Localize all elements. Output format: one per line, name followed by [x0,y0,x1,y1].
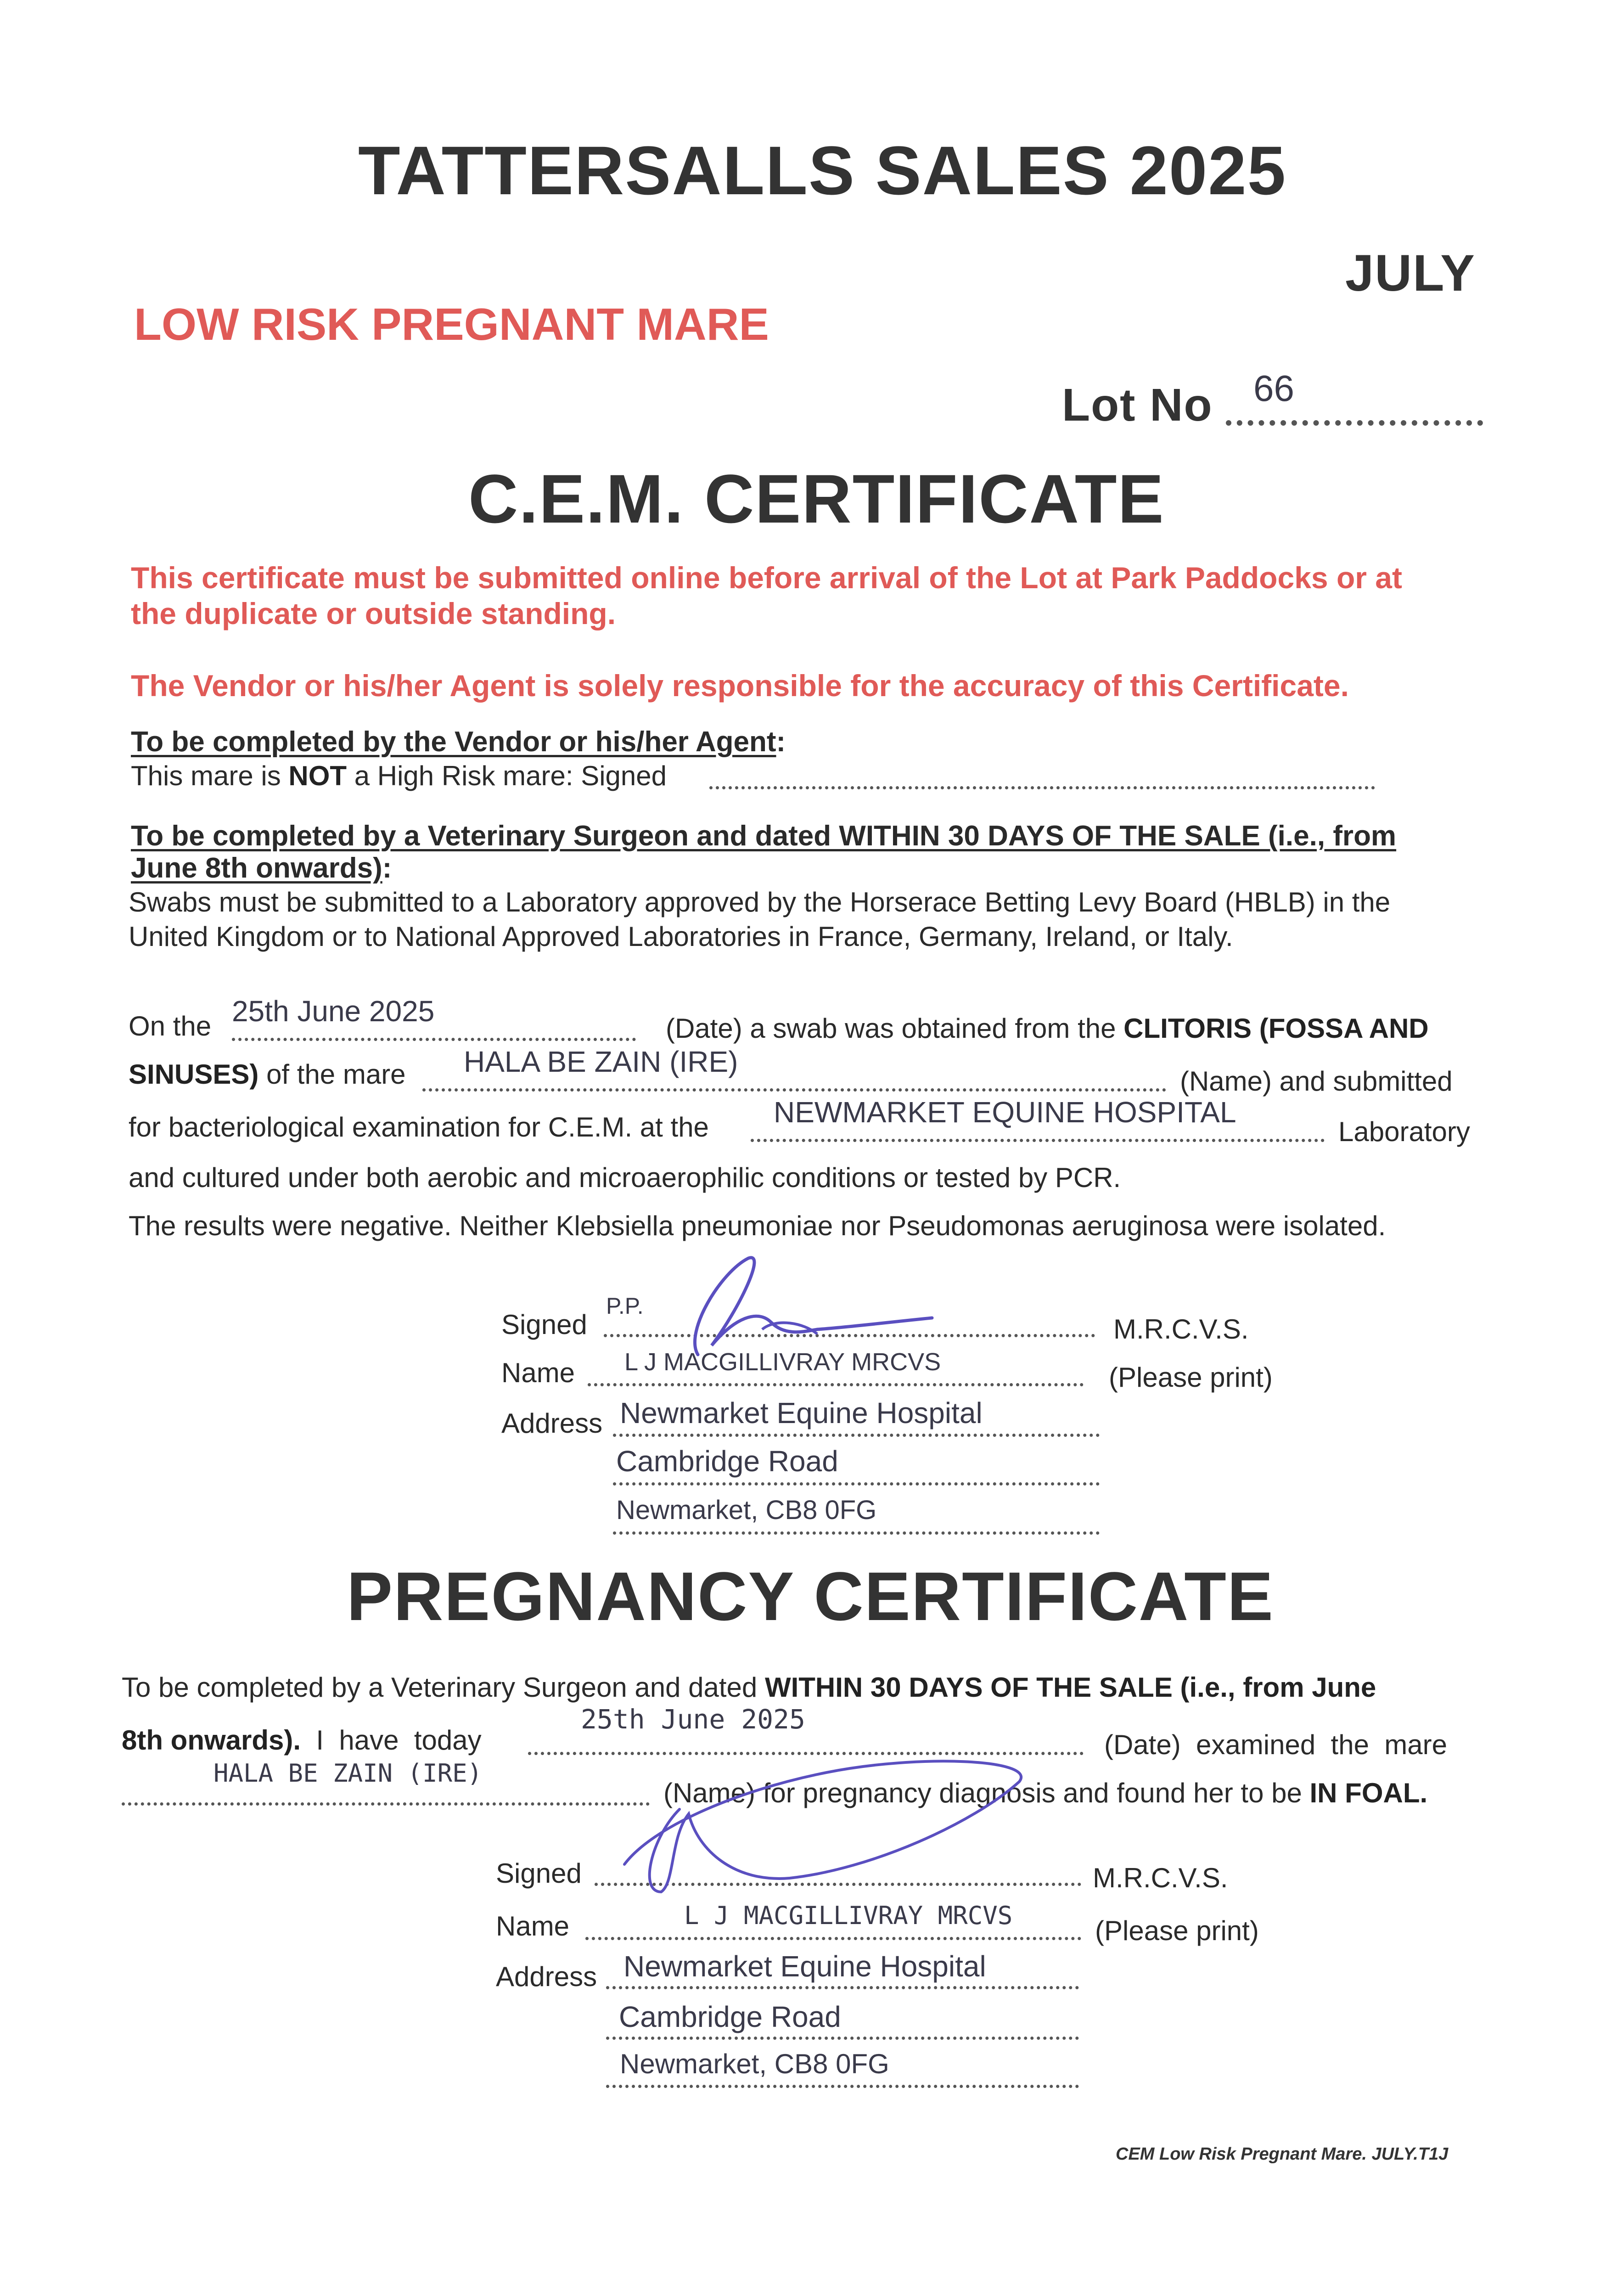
pregnancy-address-line1: Newmarket Equine Hospital [623,1950,986,1983]
cem-address-label: Address [501,1408,603,1439]
cem-name-value: L J MACGILLIVRAY MRCVS [624,1348,941,1376]
mare-name-value: HALA BE ZAIN (IRE) [464,1045,738,1078]
mare-name-line [422,1088,1166,1092]
pregnancy-mare-value: HALA BE ZAIN (IRE) [213,1759,483,1788]
mare-category: LOW RISK PREGNANT MARE [134,299,769,349]
cem-address-line2: Cambridge Road [616,1445,838,1478]
results-text: The results were negative. Neither Klebsiella pneumoniae nor Pseudomonas aeruginosa were isolated. [129,1210,1386,1241]
swabs-line1: Swabs must be submitted to a Laboratory approved by the Horserace Betting Levy Board (HBLB) in the [129,887,1391,917]
laboratory-line [751,1139,1325,1142]
lot-label: Lot No [1062,379,1213,431]
lot-dotted-line [1226,420,1483,426]
cultured-text: and cultured under both aerobic and microaerophilic conditions or tested by PCR. [129,1162,1121,1193]
cem-signature-image [666,1254,941,1359]
submission-notice-line1: This certificate must be submitted online before arrival of the Lot at Park Paddocks or at [131,561,1402,595]
vendor-declaration [131,760,667,792]
pregnancy-date-value: 25th June 2025 [581,1704,805,1735]
swabs-line2: United Kingdom or to National Approved Laboratories in France, Germany, Ireland, or Italy. [129,921,1233,952]
cem-signed-pp: P.P. [606,1293,644,1319]
vet-section-heading-line1 [131,820,1396,852]
on-the-label: On the [129,1011,212,1041]
pregnancy-name-line [585,1937,1081,1940]
cem-address-line1: Newmarket Equine Hospital [620,1396,983,1429]
cem-address-line3-rule [613,1531,1100,1535]
pregnancy-please-print: (Please print) [1095,1915,1259,1946]
responsibility-notice: The Vendor or his/her Agent is solely responsible for the accuracy of this Certificate. [131,669,1349,703]
pregnancy-address-line3: Newmarket, CB8 0FG [620,2048,889,2079]
pregnancy-address-line3-rule [606,2085,1079,2088]
sale-title: TATTERSALLS SALES 2025 [358,132,1287,209]
vet-heading-text-1: To be completed by a Veterinary Surgeon and dated WITHIN 30 DAYS OF THE SALE (i.e., from [131,820,1397,852]
pregnancy-line2-post: (Date) examined the mare [1104,1729,1447,1760]
pregnancy-signature-image [597,1745,1038,1910]
pregnancy-line3-bold: IN FOAL. [1309,1778,1428,1808]
pregnancy-line1 [122,1671,1376,1703]
cem-mrcvs: M.R.C.V.S. [1113,1314,1249,1345]
pregnancy-line2-mid: I have today [301,1725,482,1756]
laboratory-label: Laboratory [1338,1116,1470,1147]
mare-line [129,1058,406,1090]
date-text: (Date) a swab was obtained from the [666,1013,1116,1044]
cem-name-label: Name [501,1357,575,1388]
pregnancy-address-label: Address [496,1961,597,1992]
swab-site-bold: CLITORIS (FOSSA AND [1123,1013,1429,1044]
sale-month: JULY [1345,244,1476,302]
vendor-heading-colon: : [776,726,786,758]
pregnancy-line1-pre: To be completed by a Veterinary Surgeon and dated [122,1672,765,1703]
pregnancy-line3-pre: (Name) for pregnancy diagnosis and found her to be [663,1778,1310,1808]
vendor-line-not: NOT [288,760,347,791]
cem-signed-label: Signed [501,1309,587,1340]
cem-please-print: (Please print) [1109,1362,1273,1393]
pregnancy-address-line2: Cambridge Road [619,2000,841,2033]
for-exam-text: for bacteriological examination for C.E.M. at the [129,1112,709,1142]
swab-date-line [232,1038,636,1041]
cem-certificate-title: C.E.M. CERTIFICATE [468,460,1165,537]
cem-address-line1-rule [613,1434,1100,1437]
cem-name-line [588,1383,1084,1386]
vet-heading-colon: : [382,852,392,884]
pregnancy-signed-label: Signed [496,1858,582,1889]
vendor-section-heading [131,726,786,758]
pregnancy-line1-bold: WITHIN 30 DAYS OF THE SALE (i.e., from June [764,1672,1376,1703]
pregnancy-mare-line [122,1802,650,1806]
cem-address-line3: Newmarket, CB8 0FG [616,1495,877,1525]
name-submitted: (Name) and submitted [1180,1066,1453,1097]
pregnancy-certificate-title: PREGNANCY CERTIFICATE [347,1558,1274,1635]
vendor-line-post: a High Risk mare: Signed [347,760,667,791]
pregnancy-line2-bold: 8th onwards). [122,1725,301,1756]
form-code: CEM Low Risk Pregnant Mare. JULY.T1J [1116,2144,1449,2164]
swab-date-value: 25th June 2025 [232,995,435,1028]
swab-site-bold-2: SINUSES) [129,1059,259,1090]
cem-address-line2-rule [613,1482,1100,1486]
pregnancy-address-line1-rule [606,1986,1079,1989]
pregnancy-name-label: Name [496,1911,570,1941]
vendor-heading-text: To be completed by the Vendor or his/her Agent [131,726,776,758]
pregnancy-line2 [122,1724,482,1756]
submission-notice-line2: the duplicate or outside standing. [131,597,616,630]
lot-number-value: 66 [1253,368,1294,409]
vendor-line-pre: This mare is [131,760,289,791]
pregnancy-address-line2-rule [606,2037,1079,2040]
vendor-signature-line [709,786,1375,789]
pregnancy-name-value: L J MACGILLIVRAY MRCVS [684,1901,1013,1930]
swab-date-text [666,1013,1429,1044]
laboratory-value: NEWMARKET EQUINE HOSPITAL [774,1096,1236,1129]
vet-heading-text-2: June 8th onwards) [131,852,382,884]
of-the-mare: of the mare [266,1059,406,1090]
pregnancy-mrcvs: M.R.C.V.S. [1093,1863,1228,1893]
vet-section-heading-line2 [131,852,392,884]
